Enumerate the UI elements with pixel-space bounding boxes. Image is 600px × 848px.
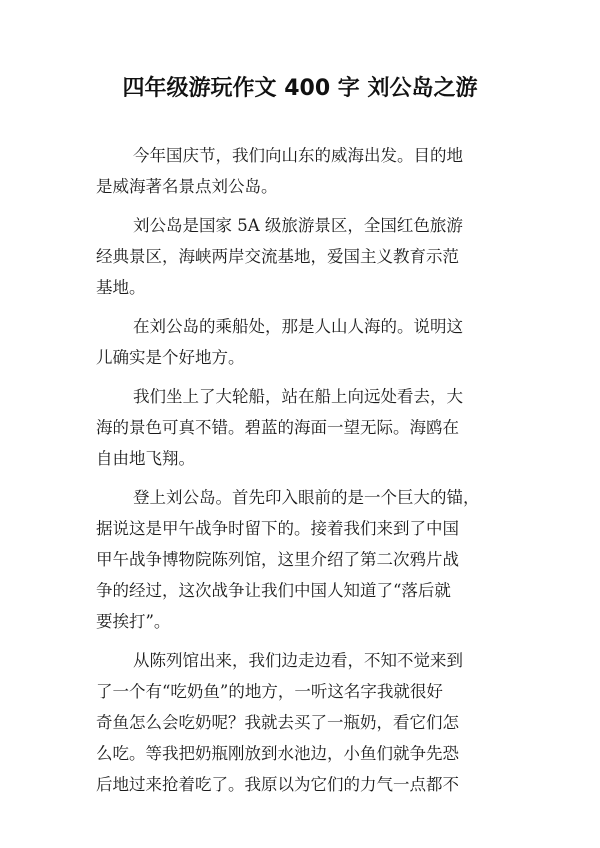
text-line: 么吃。等我把奶瓶刚放到水池边，小鱼们就争先恐 (96, 744, 459, 763)
text-line: 自由地飞翔。 (96, 449, 195, 468)
text-line: 经典景区，海峡两岸交流基地，爱国主义教育示范 (96, 247, 459, 266)
text-line: 从陈列馆出来，我们边走边看，不知不觉来到 (133, 651, 463, 670)
text-line: 儿确实是个好地方。 (96, 348, 245, 367)
text-line: 今年国庆节，我们向山东的威海出发。目的地 (133, 146, 463, 165)
text-line: 是威海著名景点刘公岛。 (96, 177, 278, 196)
document-title: 四年级游玩作文 400 字 刘公岛之游 (122, 76, 478, 101)
text-line: 甲午战争博物院陈列馆，这里介绍了第二次鸦片战 (96, 550, 459, 569)
text-line: 登上刘公岛。首先印入眼前的是一个巨大的锚， (133, 488, 480, 507)
document-body (96, 140, 506, 808)
text-line: 在刘公岛的乘船处，那是人山人海的。说明这 (133, 317, 463, 336)
paragraph (96, 482, 506, 637)
text-line: 我们坐上了大轮船，站在船上向远处看去，大 (133, 387, 463, 406)
text-line: 了一个有“吃奶鱼”的地方，一听这名字我就很好 (96, 682, 443, 701)
text-line: 据说这是甲午战争时留下的。接着我们来到了中国 (96, 519, 459, 538)
text-line: 后地过来抢着吃了。我原以为它们的力气一点都不 (96, 775, 459, 794)
text-line: 争的经过，这次战争让我们中国人知道了“落后就 (96, 581, 451, 600)
text-line: 刘公岛是国家 5A 级旅游景区，全国红色旅游 (133, 216, 463, 235)
text-line: 奇鱼怎么会吃奶呢？我就去买了一瓶奶，看它们怎 (96, 713, 459, 732)
paragraph (96, 311, 506, 373)
paragraph (96, 210, 506, 303)
paragraph (96, 140, 506, 202)
paragraph (96, 645, 506, 800)
text-line: 要挨打”。 (96, 612, 171, 631)
text-line: 海的景色可真不错。碧蓝的海面一望无际。海鸥在 (96, 418, 459, 437)
text-line: 基地。 (96, 278, 146, 297)
paragraph (96, 381, 506, 474)
